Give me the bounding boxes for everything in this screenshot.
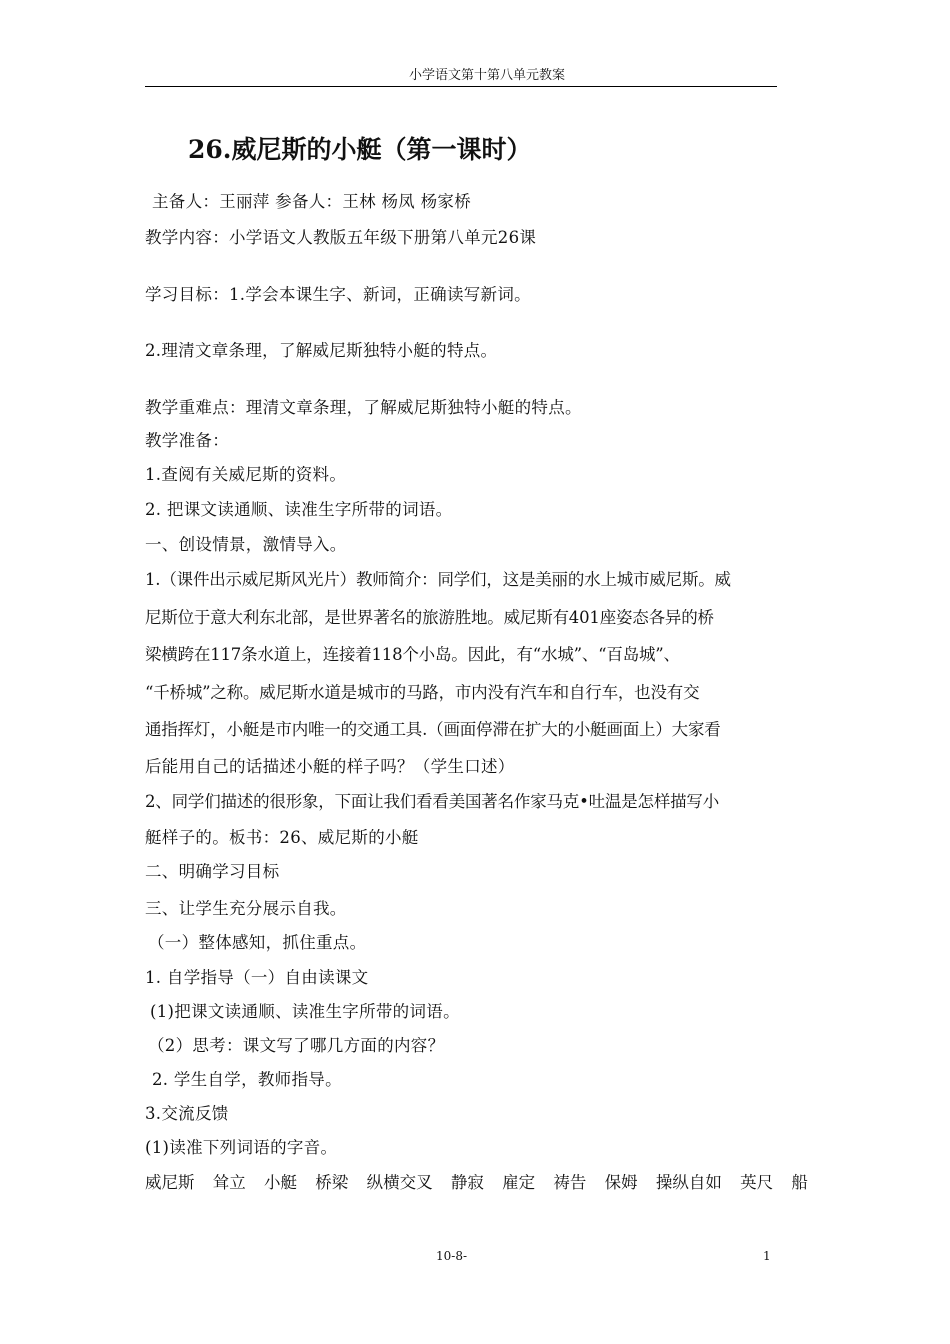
vocab-word: 小艇 bbox=[264, 1173, 298, 1192]
preparers-line: 主备人：王丽萍 参备人：王林 杨凤 杨家桥 bbox=[152, 192, 472, 211]
subsection-heading: （一）整体感知，抓住重点。 bbox=[148, 933, 367, 952]
vocab-word: 耸立 bbox=[212, 1173, 246, 1192]
key-points: 教学重难点：理清文章条理，了解威尼斯独特小艇的特点。 bbox=[145, 398, 582, 417]
vocab-word: 桥梁 bbox=[315, 1173, 349, 1192]
feedback-heading: 3.交流反馈 bbox=[145, 1104, 229, 1123]
vocab-word: 保姆 bbox=[604, 1173, 638, 1192]
footer-page-number: 1 bbox=[763, 1249, 771, 1263]
section-3-heading: 三、让学生充分展示自我。 bbox=[145, 899, 347, 918]
paragraph-line: 通指挥灯，小艇是市内唯一的交通工具.（画面停滞在扩大的小艇画面上）大家看 bbox=[145, 720, 721, 739]
pronunciation-instruction: (1)读准下列词语的字音。 bbox=[145, 1138, 338, 1157]
guide-item-1: (1)把课文读通顺、读准生字所带的词语。 bbox=[150, 1002, 460, 1021]
preparation-item-2: 2. 把课文读通顺、读准生字所带的词语。 bbox=[145, 500, 453, 519]
preparation-item-1: 1.查阅有关威尼斯的资料。 bbox=[145, 465, 347, 484]
learning-goal-2: 2.理清文章条理，了解威尼斯独特小艇的特点。 bbox=[145, 341, 498, 360]
vocab-word: 操纵自如 bbox=[655, 1173, 722, 1192]
vocab-word: 静寂 bbox=[450, 1173, 484, 1192]
self-study-guide: 1. 自学指导（一）自由读课文 bbox=[145, 968, 369, 987]
vocab-word: 纵横交叉 bbox=[366, 1173, 433, 1192]
lesson-title: 26.威尼斯的小艇（第一课时） bbox=[188, 135, 532, 164]
paragraph-line: 梁横跨在117条水道上，连接着118个小岛。因此，有“水城”、“百岛城”、 bbox=[145, 645, 680, 664]
teaching-content: 教学内容：小学语文人教版五年级下册第八单元26课 bbox=[145, 228, 537, 247]
vocab-word: 船 bbox=[791, 1173, 808, 1192]
section-2-heading: 二、明确学习目标 bbox=[145, 862, 280, 881]
header-rule bbox=[145, 86, 777, 87]
student-self-study: 2. 学生自学，教师指导。 bbox=[152, 1070, 342, 1089]
vocab-word: 英尺 bbox=[740, 1173, 774, 1192]
section-1-heading: 一、创设情景，激情导入。 bbox=[145, 535, 347, 554]
paragraph-line: “千桥城”之称。威尼斯水道是城市的马路，市内没有汽车和自行车，也没有交 bbox=[145, 683, 700, 702]
paragraph-line: 后能用自己的话描述小艇的样子吗？（学生口述） bbox=[145, 757, 515, 776]
vocab-word: 威尼斯 bbox=[145, 1173, 195, 1192]
guide-item-2: （2）思考：课文写了哪几方面的内容？ bbox=[148, 1036, 445, 1055]
vocab-word: 雇定 bbox=[502, 1173, 536, 1192]
paragraph-line: 艇样子的。板书：26、威尼斯的小艇 bbox=[145, 828, 419, 847]
paragraph-line: 1.（课件出示威尼斯风光片）教师简介：同学们，这是美丽的水上城市威尼斯。威 bbox=[145, 570, 731, 589]
learning-goal-1: 学习目标：1.学会本课生字、新词，正确读写新词。 bbox=[145, 285, 531, 304]
paragraph-line: 2、同学们描述的很形象，下面让我们看看美国著名作家马克•吐温是怎样描写小 bbox=[145, 792, 720, 811]
footer-page-code: 10-8- bbox=[436, 1249, 468, 1263]
paragraph-line: 尼斯位于意大利东北部，是世界著名的旅游胜地。威尼斯有401座姿态各异的桥 bbox=[145, 608, 714, 627]
vocab-word: 祷告 bbox=[553, 1173, 587, 1192]
vocabulary-list bbox=[145, 1170, 808, 1196]
preparation-heading: 教学准备： bbox=[145, 431, 229, 450]
page-header: 小学语文第十第八单元教案 bbox=[408, 68, 565, 83]
